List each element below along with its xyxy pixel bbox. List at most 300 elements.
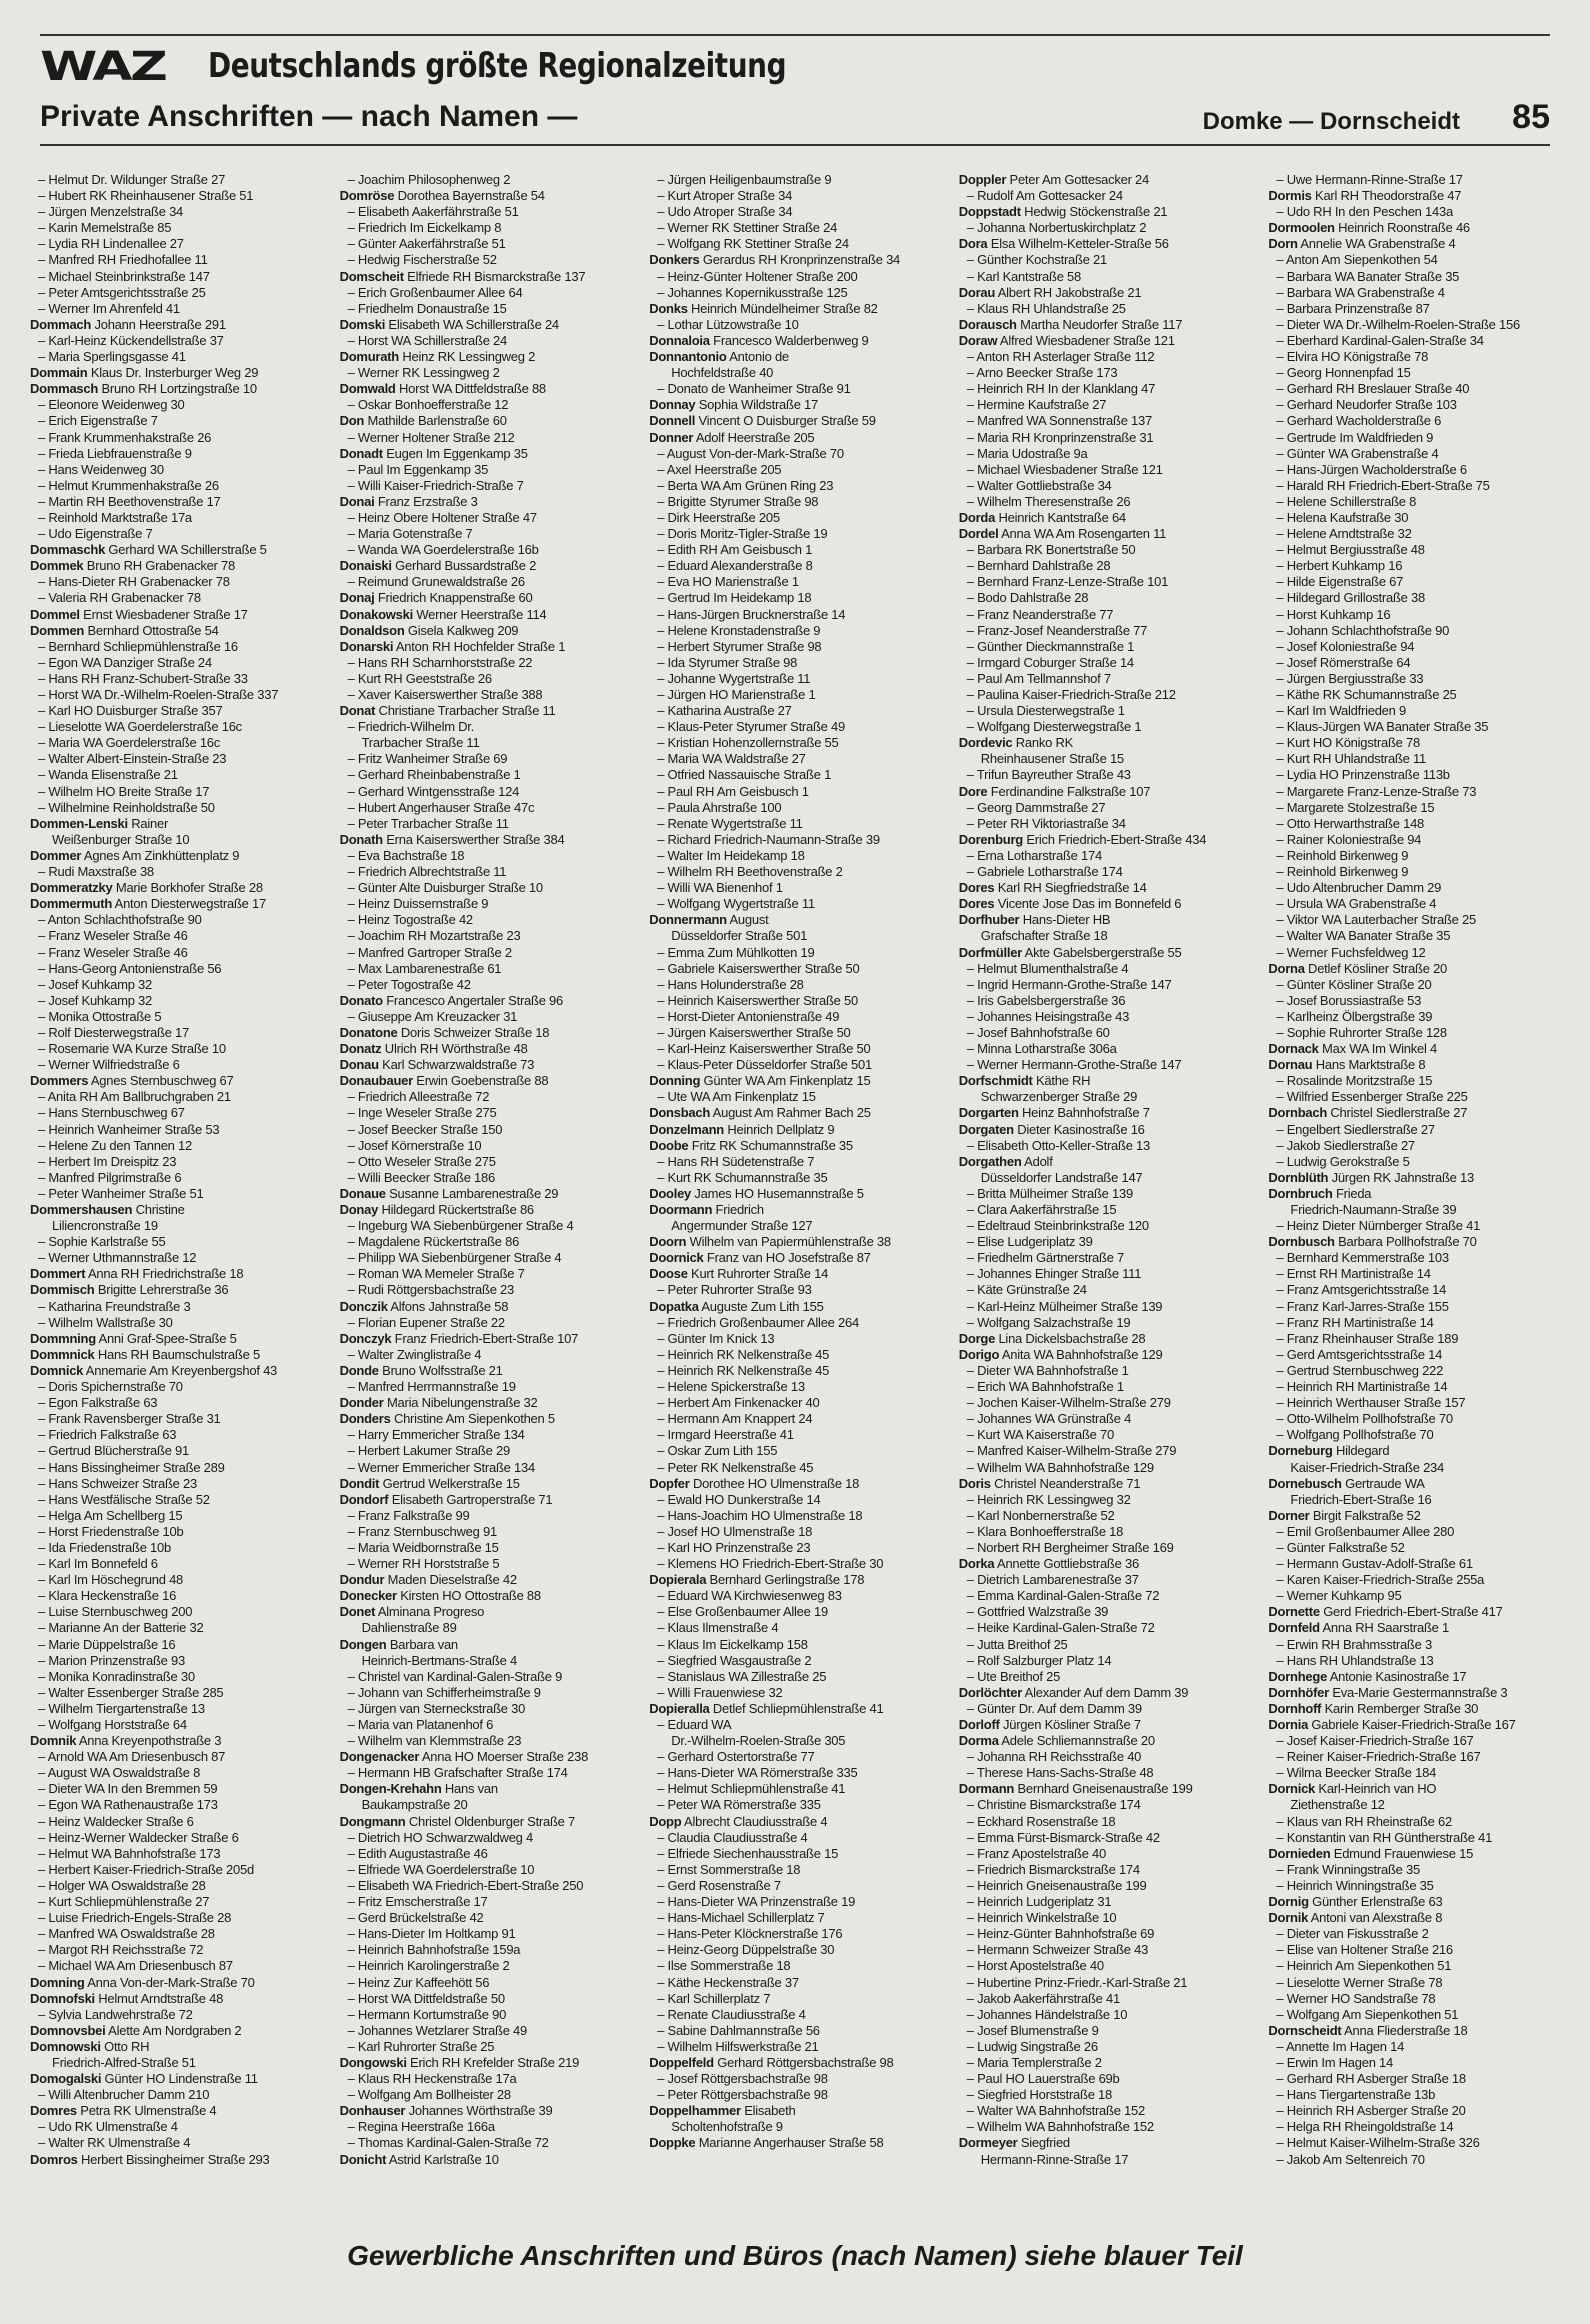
directory-entry: Dommert Anna RH Friedrichstraße 18	[30, 1266, 244, 1282]
directory-entry: – Valeria RH Grabenacker 78	[38, 590, 201, 606]
directory-entry: Domnick Annemarie Am Kreyenbergshof 43	[30, 1362, 278, 1378]
directory-entry: – Wilhelm Theresenstraße 26	[966, 493, 1131, 509]
directory-entry: Dommel Ernst Wiesbadener Straße 17	[30, 606, 248, 622]
directory-entry: – Ludwig Gerokstraße 5	[1276, 1153, 1410, 1169]
directory-entry: – Friedhelm Gärtnerstraße 7	[966, 1250, 1125, 1266]
directory-entry: Hermann-Rinne-Straße 17	[980, 2151, 1129, 2167]
directory-entry: – Frank Ravensberger Straße 31	[38, 1411, 221, 1427]
directory-entry: – Elise van Holtener Straße 216	[1276, 1942, 1453, 1958]
directory-entry: Dooley James HO Husemannstraße 5	[649, 1185, 864, 1201]
directory-entry: – Günter WA Grabenstraße 4	[1276, 445, 1439, 461]
directory-entry: Donnermann August	[649, 912, 769, 928]
section-title: Private Anschriften — nach Namen —	[40, 100, 578, 133]
directory-entry: – Horst WA Schillerstraße 24	[347, 332, 507, 348]
directory-entry: – Werner Fuchsfeldweg 12	[1276, 944, 1426, 960]
directory-entry: – Anton Am Siepenkothen 54	[1276, 252, 1438, 268]
directory-entry: – Ida Styrumer Straße 98	[657, 654, 798, 670]
directory-entry: – Sophie Karlstraße 55	[38, 1234, 166, 1250]
directory-entry: Dorneburg Hildegard	[1268, 1443, 1390, 1459]
directory-entry: – Eberhard Kardinal-Galen-Straße 34	[1276, 332, 1484, 348]
directory-entry: – Hans RH Uhlandstraße 13	[1276, 1652, 1434, 1668]
directory-entry: Dornig Günther Erlenstraße 63	[1268, 1894, 1443, 1910]
directory-entry: – August Von-der-Mark-Straße 70	[657, 445, 844, 461]
directory-entry: – Horst-Dieter Antonienstraße 49	[657, 1008, 840, 1024]
directory-entry: – Jochen Kaiser-Wilhelm-Straße 279	[966, 1395, 1171, 1411]
directory-entry: Donnaloia Francesco Walderbenweg 9	[649, 332, 869, 348]
directory-entry: Friedrich-Naumann-Straße 39	[1290, 1202, 1457, 1217]
directory-entry: Dorda Heinrich Kantstraße 64	[958, 509, 1126, 525]
directory-entry: – Walter Essenberger Straße 285	[38, 1684, 224, 1700]
directory-entry: Donaubauer Erwin Goebenstraße 88	[339, 1073, 549, 1089]
directory-entry: – Otfried Nassauische Straße 1	[657, 767, 832, 783]
directory-entry: – Elisabeth Aakerfährstraße 51	[347, 204, 519, 220]
directory-entry: Grafschafter Straße 18	[980, 928, 1108, 944]
directory-entry: – Horst WA Dr.-Wilhelm-Roelen-Straße 337	[38, 687, 279, 702]
directory-entry: – Hedwig Fischerstraße 52	[347, 252, 497, 268]
directory-entry: – Fritz Wanheimer Straße 69	[347, 751, 508, 767]
directory-entry: – Friedrich Falkstraße 63	[38, 1427, 177, 1443]
directory-entry: – Heinrich Winningstraße 35	[1276, 1877, 1434, 1893]
directory-entry: – Klara Bonhoefferstraße 18	[966, 1523, 1124, 1539]
directory-entry: – Katharina Austraße 27	[657, 703, 792, 719]
directory-entry: – Anton RH Asterlager Straße 112	[966, 349, 1155, 365]
directory-entry: Doormann Friedrich	[649, 1202, 764, 1217]
directory-entry: – Elfriede Siechenhausstraße 15	[657, 1845, 839, 1861]
directory-entry: – Heinrich Wanheimer Straße 53	[38, 1121, 220, 1137]
directory-entry: – Hans-Jürgen Wacholderstraße 6	[1276, 461, 1467, 477]
directory-entry: – Walter Im Heidekamp 18	[657, 847, 805, 863]
directory-entry: – Helene Kronstadenstraße 9	[657, 622, 821, 638]
directory-entry: – Karl Im Bonnefeld 6	[38, 1556, 158, 1572]
directory-entry: – Jürgen Menzelstraße 34	[38, 204, 184, 220]
directory-entry: – Helmut Bergiusstraße 48	[1276, 542, 1425, 558]
directory-entry: Donsbach August Am Rahmer Bach 25	[649, 1105, 871, 1121]
directory-entry: – Christine Bismarckstraße 174	[966, 1797, 1141, 1813]
directory-entry: Friedrich-Ebert-Straße 16	[1290, 1491, 1432, 1507]
directory-entry: Domning Anna Von-der-Mark-Straße 70	[30, 1974, 255, 1990]
directory-entry: – Dietrich HO Schwarzwaldweg 4	[347, 1829, 533, 1845]
directory-entry: Donders Christine Am Siepenkothen 5	[339, 1411, 555, 1427]
directory-entry: – Renate Wygertstraße 11	[657, 815, 803, 831]
directory-entry: – Wolfgang Salzachstraße 19	[966, 1314, 1131, 1330]
directory-entry: Doppke Marianne Angerhauser Straße 58	[649, 2135, 884, 2151]
directory-entry: – Karl-Heinz Kaiserswerther Straße 50	[657, 1041, 871, 1057]
directory-entry: – Arnold WA Am Driesenbusch 87	[38, 1749, 226, 1765]
directory-entry: Dores Vicente Jose Das im Bonnefeld 6	[958, 896, 1182, 912]
directory-entry: – Gerhard Wacholderstraße 6	[1276, 413, 1442, 429]
directory-entry: Dommek Bruno RH Grabenacker 78	[30, 558, 235, 574]
directory-entry: – Helene Zu den Tannen 12	[38, 1137, 192, 1153]
directory-entry: – Friedrich Großenbaumer Allee 264	[657, 1314, 859, 1330]
directory-entry: – Franz Falkstraße 99	[347, 1507, 470, 1523]
directory-entry: – Wilhelm van Klemmstraße 23	[347, 1733, 522, 1749]
directory-entry: Dorgathen Adolf	[958, 1153, 1053, 1169]
directory-entry: – Manfred WA Oswaldstraße 28	[38, 1926, 215, 1942]
directory-entry: – Gertrud Im Heidekamp 18	[657, 590, 812, 606]
directory-entry: – Franz-Josef Neanderstraße 77	[966, 622, 1148, 638]
directory-entry: – Gottfried Walzstraße 39	[966, 1604, 1109, 1620]
directory-entry: – Josef Beecker Straße 150	[347, 1121, 503, 1137]
directory-column-5	[1268, 172, 1570, 2212]
directory-entry: – Christel van Kardinal-Galen-Straße 9	[347, 1668, 563, 1684]
directory-entry: Donat Christiane Trarbacher Straße 11	[339, 703, 556, 719]
directory-entry: – Franz Weseler Straße 46	[38, 928, 188, 944]
directory-entry: – Heinz-Günter Holtener Straße 200	[657, 268, 858, 284]
directory-entry: – Johannes Händelstraße 10	[966, 2006, 1128, 2022]
directory-entry: – Hans-Dieter RH Grabenacker 78	[38, 574, 230, 590]
directory-entry: – Klaus Im Eickelkamp 158	[657, 1636, 808, 1652]
directory-entry: – Klaus van RH Rheinstraße 62	[1276, 1813, 1452, 1829]
directory-entry: – Barbara Prinzenstraße 87	[1276, 300, 1430, 316]
directory-entry: Rheinhausener Straße 15	[980, 751, 1124, 767]
directory-entry: – Josef Röttgersbachstraße 98	[657, 2071, 828, 2087]
directory-entry: – Arno Beecker Straße 173	[966, 365, 1118, 381]
directory-entry: – Joachim Philosophenweg 2	[347, 172, 511, 187]
directory-entry: Donaue Susanne Lambarenestraße 29	[339, 1185, 559, 1201]
directory-entry: Dommers Agnes Sternbuschweg 67	[30, 1073, 234, 1089]
directory-entry: – Klaus-Peter Styrumer Straße 49	[657, 719, 845, 735]
directory-entry: – Joachim RH Mozartstraße 23	[347, 928, 521, 944]
directory-entry: – Maria van Platanenhof 6	[347, 1717, 494, 1732]
directory-entry: – Günter Falkstraße 52	[1276, 1539, 1405, 1555]
directory-entry: Dorausch Martha Neudorfer Straße 117	[958, 316, 1183, 332]
directory-entry: – Karlheinz Ölbergstraße 39	[1276, 1008, 1433, 1024]
newspaper-slogan: Deutschlands größte Regionalzeitung	[208, 46, 787, 86]
directory-entry: Donnell Vincent O Duisburger Straße 59	[649, 413, 876, 429]
directory-entry: – Uwe Hermann-Rinne-Straße 17	[1276, 172, 1463, 187]
directory-entry: – Walter WA Bahnhofstraße 152	[966, 2103, 1145, 2119]
directory-entry: – Wilhelm Wallstraße 30	[38, 1314, 173, 1330]
directory-entry: – Reiner Kaiser-Friedrich-Straße 167	[1276, 1749, 1481, 1765]
directory-entry: – Monika Konradinstraße 30	[38, 1668, 195, 1684]
directory-entry: – Kurt Atroper Straße 34	[657, 188, 793, 204]
directory-entry: – Heinz Togostraße 42	[347, 912, 473, 928]
directory-entry: – Herbert Kuhkamp 16	[1276, 558, 1403, 574]
directory-entry: Dorfschmidt Käthe RH	[958, 1073, 1091, 1089]
directory-entry: – Axel Heerstraße 205	[657, 461, 782, 477]
directory-entry: – Heinz-Georg Düppelstraße 30	[657, 1942, 835, 1958]
directory-entry: – Reimund Grunewaldstraße 26	[347, 574, 525, 590]
directory-entry: – Holger WA Oswaldstraße 28	[38, 1877, 206, 1893]
directory-entry: Donnay Sophia Wildstraße 17	[649, 397, 819, 413]
directory-entry: – Karin Memelstraße 85	[38, 220, 172, 236]
directory-entry: – Margarete Stolzestraße 15	[1276, 799, 1435, 815]
directory-entry: – Britta Mülheimer Straße 139	[966, 1185, 1133, 1201]
directory-entry: – Helmut Blumenthalstraße 4	[966, 960, 1129, 976]
directory-entry: – Eva Bachstraße 18	[347, 847, 465, 863]
directory-entry: – August WA Oswaldstraße 8	[38, 1765, 201, 1781]
directory-entry: – Wilhelm HO Breite Straße 17	[38, 783, 210, 799]
directory-entry: – Elfriede WA Goerdelerstraße 10	[347, 1861, 535, 1877]
directory-entry: – Ingrid Hermann-Grothe-Straße 147	[966, 976, 1172, 992]
directory-entry: – Josef Borussiastraße 53	[1276, 992, 1422, 1008]
directory-entry: – Lothar Lützowstraße 10	[657, 316, 799, 332]
directory-entry: – Käte Grünstraße 24	[966, 1282, 1087, 1298]
directory-entry: – Wolfgang Am Bollheister 28	[347, 2087, 511, 2103]
directory-entry: – Trifun Bayreuther Straße 43	[966, 767, 1131, 783]
directory-entry: – Inge Weseler Straße 275	[347, 1105, 497, 1121]
directory-entry: – Willi Kaiser-Friedrich-Straße 7	[347, 477, 524, 493]
directory-entry: – Emma Kardinal-Galen-Straße 72	[966, 1588, 1160, 1604]
directory-entry: Dores Karl RH Siegfriedstraße 14	[958, 880, 1147, 896]
directory-entry: Donet Alminana Progreso	[339, 1604, 485, 1620]
directory-entry: – Bernhard Franz-Lenze-Straße 101	[966, 574, 1169, 590]
directory-entry: – Horst Kuhkamp 16	[1276, 606, 1391, 622]
directory-entry: – Heinrich Am Siepenkothen 51	[1276, 1958, 1452, 1974]
directory-entry: – Michael WA Am Driesenbusch 87	[38, 1958, 233, 1974]
directory-entry: Dr.-Wilhelm-Roelen-Straße 305	[671, 1733, 846, 1749]
directory-entry: – Friedrich Alleestraße 72	[347, 1089, 490, 1105]
directory-entry: Doppelhammer Elisabeth	[649, 2103, 796, 2119]
directory-entry: Dornbach Christel Siedlerstraße 27	[1268, 1105, 1468, 1121]
directory-entry: Dopatka Auguste Zum Lith 155	[649, 1298, 824, 1314]
directory-entry: – Johannes WA Grünstraße 4	[966, 1411, 1132, 1427]
directory-entry: – Hans RH Scharnhorststraße 22	[347, 654, 533, 670]
directory-entry: – Heinz-Werner Waldecker Straße 6	[38, 1829, 239, 1845]
directory-entry: Dornick Karl-Heinrich van HO	[1268, 1781, 1437, 1797]
directory-entry: – Irmgard Coburger Straße 14	[966, 654, 1134, 670]
directory-entry: Domscheit Elfriede RH Bismarckstraße 137	[339, 268, 586, 284]
directory-entry: – Werner Uthmannstraße 12	[38, 1250, 197, 1266]
directory-entry: Dongen Barbara van	[339, 1636, 458, 1652]
directory-entry: – Helmut Schliepmühlenstraße 41	[657, 1781, 846, 1797]
directory-entry: – Manfred Kaiser-Wilhelm-Straße 279	[966, 1443, 1177, 1459]
directory-entry: Dongmann Christel Oldenburger Straße 7	[339, 1813, 576, 1829]
directory-entry: – Wanda Elisenstraße 21	[38, 767, 178, 783]
directory-entry: – Otto Herwarthstraße 148	[1276, 815, 1425, 831]
directory-entry: Domwald Horst WA Dittfeldstraße 88	[339, 381, 546, 397]
directory-entry: Donczik Alfons Jahnstraße 58	[339, 1298, 509, 1314]
directory-entry: – Heinrich Bahnhofstraße 159a	[347, 1942, 521, 1958]
directory-entry: – Hubert RK Rheinhausener Straße 51	[38, 188, 254, 204]
directory-entry: – Berta WA Am Grünen Ring 23	[657, 477, 834, 493]
directory-entry: – Heinrich Karolingerstraße 2	[347, 1958, 510, 1974]
directory-entry: – Peter RH Viktoriastraße 34	[966, 815, 1126, 831]
directory-entry: – Rosalinde Moritzstraße 15	[1276, 1073, 1433, 1089]
directory-entry: – Herbert Styrumer Straße 98	[657, 638, 822, 654]
directory-entry: – Helmut Kaiser-Wilhelm-Straße 326	[1276, 2135, 1480, 2151]
directory-entry: – Heinz Obere Holtener Straße 47	[347, 509, 537, 525]
directory-entry: – Günther Kochstraße 21	[966, 252, 1108, 268]
directory-entry: Ziethenstraße 12	[1290, 1797, 1385, 1813]
directory-entry: – Barbara RK Bonertstraße 50	[966, 542, 1136, 558]
directory-entry: – Franz RH Martinistraße 14	[1276, 1314, 1434, 1330]
directory-entry: – Friedrich Bismarckstraße 174	[966, 1861, 1140, 1877]
directory-entry: – Udo Eigenstraße 7	[38, 526, 153, 542]
directory-entry: – Helene Spickerstraße 13	[657, 1379, 805, 1395]
directory-entry: – Peter RK Nelkenstraße 45	[657, 1459, 814, 1475]
directory-entry: Dornette Gerd Friedrich-Ebert-Straße 417	[1268, 1604, 1503, 1620]
directory-entry: Donning Günter WA Am Finkenplatz 15	[649, 1073, 871, 1089]
directory-entry: – Karl-Heinz Mülheimer Straße 139	[966, 1298, 1163, 1314]
directory-entry: Donzelmann Heinrich Dellplatz 9	[649, 1121, 835, 1137]
directory-entry: – Paul Am Tellmannshof 7	[966, 670, 1111, 686]
directory-entry: – Jürgen van Sterneckstraße 30	[347, 1700, 526, 1716]
directory-entry: – Michael Steinbrinkstraße 147	[38, 268, 210, 284]
directory-entry: Dornia Gabriele Kaiser-Friedrich-Straße 167	[1268, 1717, 1516, 1732]
directory-entry: – Maria WA Waldstraße 27	[657, 751, 806, 767]
directory-entry: – Sophie Ruhrorter Straße 128	[1276, 1024, 1447, 1040]
directory-entry: – Max Lambarenestraße 61	[347, 960, 502, 976]
directory-entry: – Lydia HO Prinzenstraße 113b	[1276, 767, 1450, 783]
directory-entry: – Peter Amtsgerichtsstraße 25	[38, 284, 206, 300]
directory-entry: – Eduard WA	[657, 1717, 732, 1732]
directory-entry: Donicht Astrid Karlstraße 10	[339, 2151, 499, 2167]
directory-entry: – Werner Wilfriedstraße 6	[38, 1057, 180, 1073]
directory-entry: Dommach Johann Heerstraße 291	[30, 316, 226, 332]
directory-entry: Donaiski Gerhard Bussardstraße 2	[339, 558, 537, 574]
directory-entry: – Wolfgang Pollhofstraße 70	[1276, 1427, 1434, 1443]
directory-entry: – Günter Im Knick 13	[657, 1330, 775, 1346]
directory-entry: – Richard Friedrich-Naumann-Straße 39	[657, 831, 880, 847]
directory-entry: Dongenacker Anna HO Moerser Straße 238	[339, 1749, 589, 1765]
directory-entry: – Friedrich-Wilhelm Dr.	[347, 719, 475, 735]
directory-entry: – Werner Emmericher Straße 134	[347, 1459, 535, 1475]
directory-entry: – Roman WA Memeler Straße 7	[347, 1266, 525, 1282]
directory-entry: – Ilse Sommerstraße 18	[657, 1958, 791, 1974]
directory-entry: – Wilhelm WA Bahnhofstraße 129	[966, 1459, 1154, 1475]
directory-entry: – Hans RH Südetenstraße 7	[657, 1153, 815, 1169]
directory-entry: – Eva HO Marienstraße 1	[657, 574, 799, 590]
directory-entry: Dornhöfer Eva-Marie Gestermannstraße 3	[1268, 1684, 1508, 1700]
directory-entry: – Konstantin van RH Güntherstraße 41	[1276, 1829, 1493, 1845]
directory-entry: – Helga Am Schellberg 15	[38, 1507, 183, 1523]
directory-entry: – Gerhard RH Breslauer Straße 40	[1276, 381, 1470, 397]
directory-entry: – Michael Wiesbadener Straße 121	[966, 461, 1163, 477]
directory-entry: – Maria Weidbornstraße 15	[347, 1539, 499, 1555]
directory-entry: – Paul HO Lauerstraße 69b	[966, 2071, 1120, 2087]
directory-entry: Doobe Fritz RK Schumannstraße 35	[649, 1137, 853, 1153]
directory-entry: – Elisabeth WA Friedrich-Ebert-Straße 250	[347, 1877, 584, 1893]
directory-entry: – Sylvia Landwehrstraße 72	[38, 2006, 193, 2022]
newspaper-logo: WAZ	[40, 44, 166, 90]
directory-entry: – Günter Kösliner Straße 20	[1276, 976, 1432, 992]
directory-entry: Dora Elsa Wilhelm-Ketteler-Straße 56	[958, 236, 1169, 252]
directory-entry: – Klaus RH Heckenstraße 17a	[347, 2071, 517, 2087]
directory-entry: – Jakob Siedlerstraße 27	[1276, 1137, 1415, 1153]
directory-entry: – Gerhard Wintgensstraße 124	[347, 783, 520, 799]
directory-entry: – Josef Kaiser-Friedrich-Straße 167	[1276, 1733, 1474, 1749]
directory-entry: – Manfred Pilgrimstraße 6	[38, 1169, 182, 1185]
directory-entry: Dornhoff Karin Remberger Straße 30	[1268, 1700, 1479, 1716]
directory-entry: Dornau Hans Marktstraße 8	[1268, 1057, 1426, 1073]
directory-entry: – Rolf Diesterwegstraße 17	[38, 1024, 190, 1040]
directory-column-3	[649, 172, 951, 2212]
directory-entry: – Karen Kaiser-Friedrich-Straße 255a	[1276, 1572, 1485, 1588]
directory-entry: – Gerhard RH Asberger Straße 18	[1276, 2071, 1466, 2087]
directory-entry: – Johanna RH Reichsstraße 40	[966, 1749, 1142, 1765]
directory-entry: Domnovsbei Alette Am Nordgraben 2	[30, 2022, 242, 2038]
directory-entry: – Klaus RH Uhlandstraße 25	[966, 300, 1126, 316]
directory-column-1	[30, 172, 332, 2212]
directory-entry: – Jürgen Kaiserswerther Straße 50	[657, 1024, 851, 1040]
directory-entry: Dommisch Brigitte Lehrerstraße 36	[30, 1282, 229, 1298]
footer-note: Gewerbliche Anschriften und Büros (nach Namen) siehe blauer Teil	[347, 2240, 1243, 2271]
directory-entry: – Helene Schillerstraße 8	[1276, 493, 1417, 509]
directory-entry: Donks Heinrich Mündelheimer Straße 82	[649, 300, 878, 316]
directory-entry: Dopieralla Detlef Schliepmühlenstraße 41	[649, 1700, 884, 1716]
directory-entry: – Bernhard Kemmerstraße 103	[1276, 1250, 1449, 1266]
directory-entry: – Kurt WA Kaiserstraße 70	[966, 1427, 1114, 1443]
directory-entry: – Anton Schlachthofstraße 90	[38, 912, 202, 928]
directory-entry: – Claudia Claudiusstraße 4	[657, 1829, 808, 1845]
directory-entry: – Thomas Kardinal-Galen-Straße 72	[347, 2135, 549, 2151]
directory-entry: – Manfred Gartroper Straße 2	[347, 944, 512, 960]
directory-entry: Donner Adolf Heerstraße 205	[649, 429, 815, 445]
directory-entry: – Hubert Angerhauser Straße 47c	[347, 799, 535, 815]
directory-entry: – Luise Sternbuschweg 200	[38, 1604, 193, 1620]
directory-entry: Baukampstraße 20	[361, 1797, 468, 1813]
directory-entry: Dornik Antoni van Alexstraße 8	[1268, 1910, 1443, 1926]
directory-entry: – Karl HO Duisburger Straße 357	[38, 703, 223, 719]
directory-entry: – Frank Krummenhakstraße 26	[38, 429, 212, 445]
directory-entry: – Erich WA Bahnhofstraße 1	[966, 1379, 1124, 1395]
directory-entry: – Herbert Am Finkenacker 40	[657, 1395, 820, 1411]
directory-entry: – Frank Winningstraße 35	[1276, 1861, 1420, 1877]
directory-entry: – Franz Sternbuschweg 91	[347, 1523, 497, 1539]
directory-entry: – Heinrich RK Nelkenstraße 45	[657, 1346, 830, 1362]
directory-entry: – Walter RK Ulmenstraße 4	[38, 2135, 191, 2151]
directory-entry: Domski Elisabeth WA Schillerstraße 24	[339, 316, 559, 332]
directory-entry: – Paula Ahrstraße 100	[657, 799, 782, 815]
directory-entry: – Wilhelm Tiergartenstraße 13	[38, 1700, 205, 1716]
directory-entry: – Heinrich RK Lessingweg 32	[966, 1491, 1131, 1507]
directory-entry: Donakowski Werner Heerstraße 114	[339, 606, 547, 622]
directory-entry: – Werner Holtener Straße 212	[347, 429, 515, 445]
directory-entry: Dondorf Elisabeth Gartroperstraße 71	[339, 1491, 553, 1507]
directory-entry: – Günter Dr. Auf dem Damm 39	[966, 1700, 1142, 1716]
directory-entry: Hochfeldstraße 40	[671, 365, 774, 381]
directory-entry: – Edeltraud Steinbrinkstraße 120	[966, 1218, 1149, 1234]
directory-entry: Dornieden Edmund Frauenwiese 15	[1268, 1845, 1474, 1861]
directory-entry: Doris Christel Neanderstraße 71	[958, 1475, 1141, 1491]
directory-entry: – Kurt HO Königstraße 78	[1276, 735, 1420, 751]
directory-entry: Dahlienstraße 89	[361, 1620, 457, 1636]
directory-entry: – Werner RK Lessingweg 2	[347, 365, 500, 381]
directory-entry: – Lydia RH Lindenallee 27	[38, 236, 184, 252]
directory-entry: – Lieselotte Werner Straße 78	[1276, 1974, 1443, 1990]
directory-entry: – Heinrich Werthauser Straße 157	[1276, 1395, 1466, 1411]
directory-entry: Dorner Birgit Falkstraße 52	[1268, 1507, 1421, 1523]
directory-entry: – Gerhard Ostertorstraße 77	[657, 1749, 815, 1765]
directory-entry: – Egon WA Rathenaustraße 173	[38, 1797, 218, 1813]
directory-entry: – Hermann Gustav-Adolf-Straße 61	[1276, 1556, 1473, 1572]
directory-entry: Doorn Wilhelm van Papiermühlenstraße 38	[649, 1234, 891, 1250]
directory-entry: – Eduard Alexanderstraße 8	[657, 558, 813, 574]
directory-entry: – Karl Im Höschegrund 48	[38, 1572, 184, 1588]
directory-entry: – Hermann Kortumstraße 90	[347, 2006, 507, 2022]
directory-entry: – Therese Hans-Sachs-Straße 48	[966, 1765, 1154, 1781]
directory-entry: – Josef Kuhkamp 32	[38, 976, 153, 992]
directory-entry: – Ernst RH Martinistraße 14	[1276, 1266, 1431, 1282]
directory-entry: – Paulina Kaiser-Friedrich-Straße 212	[966, 687, 1176, 702]
directory-entry: Dorgarten Heinz Bahnhofstraße 7	[958, 1105, 1150, 1121]
directory-entry: – Hermann Schweizer Straße 43	[966, 1942, 1149, 1958]
directory-entry: – Hans-Dieter WA Prinzenstraße 19	[657, 1894, 856, 1910]
directory-entry: – Käthe Heckenstraße 37	[657, 1974, 799, 1990]
directory-entry: – Walter Zwinglistraße 4	[347, 1346, 482, 1362]
directory-entry: – Lieselotte WA Goerdelerstraße 16c	[38, 719, 242, 735]
directory-entry: – Reinhold Marktstraße 17a	[38, 509, 192, 525]
directory-entry: – Wanda WA Goerdelerstraße 16b	[347, 542, 539, 558]
section-header	[40, 96, 1550, 146]
directory-entry: – Hans Bissingheimer Straße 289	[38, 1459, 225, 1475]
directory-entry: – Edith Augustastraße 46	[347, 1845, 488, 1861]
directory-entry: Donde Bruno Wolfsstraße 21	[339, 1362, 503, 1378]
directory-entry: – Ute Breithof 25	[966, 1668, 1061, 1684]
directory-entry: – Erich Großenbaumer Allee 64	[347, 284, 523, 300]
directory-entry: – Karl-Heinz Kückendellstraße 37	[38, 332, 224, 348]
